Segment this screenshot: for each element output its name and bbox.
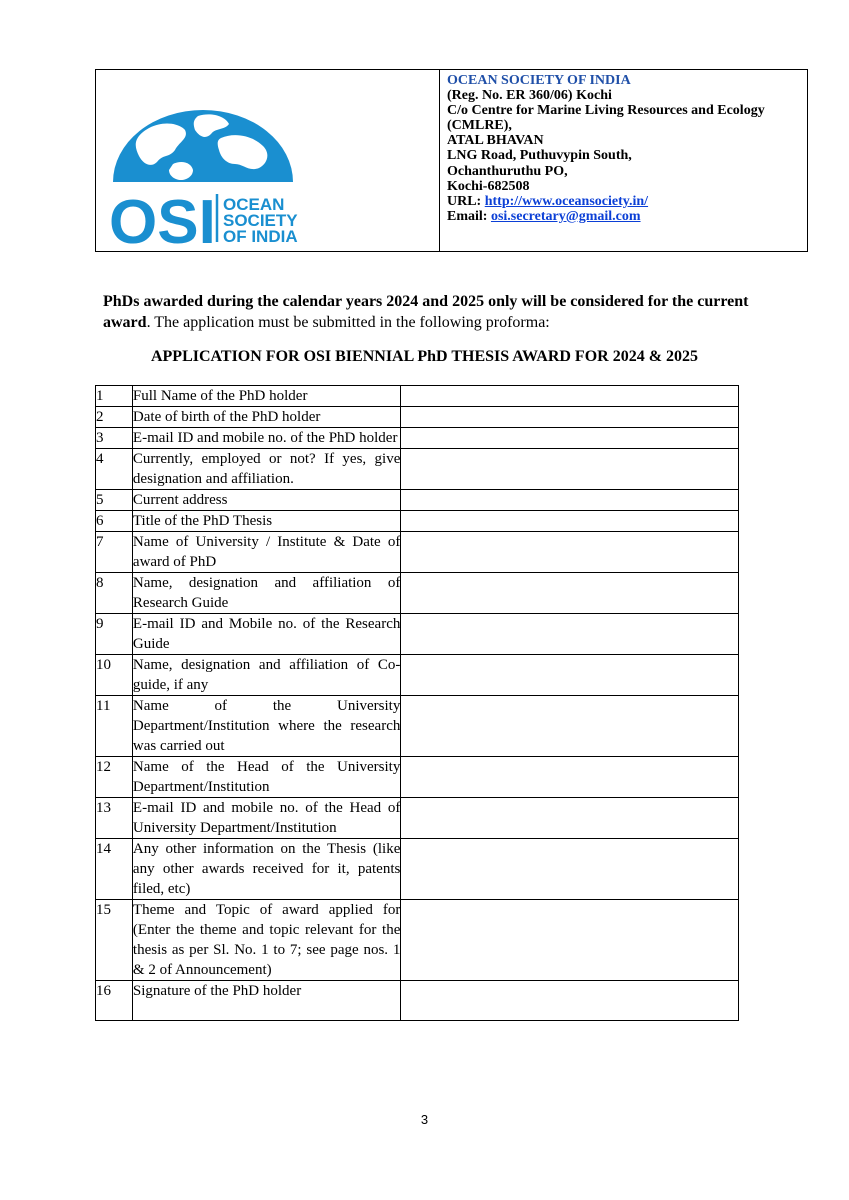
row-question: Name, designation and affiliation of Research Guide bbox=[132, 573, 400, 614]
table-row bbox=[96, 428, 739, 449]
answer-field[interactable] bbox=[401, 614, 739, 655]
table-row bbox=[96, 407, 739, 428]
row-number: 1 bbox=[96, 386, 133, 407]
address-line: (CMLRE), bbox=[447, 118, 512, 134]
row-question: Date of birth of the PhD holder bbox=[132, 407, 400, 428]
table-row bbox=[96, 798, 739, 839]
answer-field[interactable] bbox=[401, 696, 739, 757]
answer-field[interactable] bbox=[401, 490, 739, 511]
address-line: Kochi-682508 bbox=[447, 178, 530, 194]
address-line: ATAL BHAVAN bbox=[447, 133, 544, 149]
logo-cell bbox=[96, 70, 440, 257]
row-number: 3 bbox=[96, 428, 133, 449]
row-question: Name of the Head of the University Department/Institution bbox=[132, 757, 400, 798]
row-number: 12 bbox=[96, 757, 133, 798]
address-line: Ochanthuruthu PO, bbox=[447, 163, 568, 179]
page-number: 3 bbox=[420, 1112, 429, 1127]
row-question: Current address bbox=[132, 490, 400, 511]
table-row bbox=[96, 490, 739, 511]
table-row bbox=[96, 839, 739, 900]
address-line: LNG Road, Puthuvypin South, bbox=[447, 148, 632, 164]
row-question: Title of the PhD Thesis bbox=[132, 511, 400, 532]
row-question: Name of University / Institute & Date of award of PhD bbox=[132, 532, 400, 573]
row-number: 14 bbox=[96, 839, 133, 900]
email-line bbox=[447, 209, 807, 224]
row-number: 9 bbox=[96, 614, 133, 655]
email-label: Email: bbox=[447, 208, 488, 224]
answer-field[interactable] bbox=[401, 757, 739, 798]
intro-rest: . The application must be submitted in the following proforma: bbox=[146, 314, 550, 331]
signature-field[interactable] bbox=[401, 981, 739, 1021]
svg-text:SOCIETY: SOCIETY bbox=[223, 211, 298, 230]
row-number: 2 bbox=[96, 407, 133, 428]
row-number: 15 bbox=[96, 900, 133, 981]
answer-field[interactable] bbox=[401, 573, 739, 614]
svg-text:OCEAN: OCEAN bbox=[223, 195, 285, 214]
row-number: 11 bbox=[96, 696, 133, 757]
answer-field[interactable] bbox=[401, 386, 739, 407]
row-question: Any other information on the Thesis (like any other awards received for it, patents filed, etc) bbox=[132, 839, 400, 900]
answer-field[interactable] bbox=[401, 449, 739, 490]
row-number: 5 bbox=[96, 490, 133, 511]
row-number: 4 bbox=[96, 449, 133, 490]
row-question: Theme and Topic of award applied for (Enter the theme and topic relevant for the thesis as per Sl. No. 1 to 7; see page nos. 1 & 2 of Announcement) bbox=[132, 900, 400, 981]
table-row bbox=[96, 757, 739, 798]
letterhead-box bbox=[95, 69, 808, 257]
org-name: OCEAN SOCIETY OF INDIA bbox=[447, 73, 631, 88]
application-form-table bbox=[95, 385, 739, 1021]
answer-field[interactable] bbox=[401, 428, 739, 449]
table-row bbox=[96, 696, 739, 757]
table-row bbox=[96, 573, 739, 614]
intro-paragraph bbox=[103, 291, 763, 333]
row-question: E-mail ID and mobile no. of the Head of University Department/Institution bbox=[132, 798, 400, 839]
row-question: E-mail ID and Mobile no. of the Research Guide bbox=[132, 614, 400, 655]
email-link[interactable]: osi.secretary@gmail.com bbox=[490, 208, 641, 224]
row-question: Currently, employed or not? If yes, give designation and affiliation. bbox=[132, 449, 400, 490]
address-cell bbox=[440, 70, 807, 251]
row-question: Signature of the PhD holder bbox=[132, 981, 400, 1021]
row-number: 8 bbox=[96, 573, 133, 614]
answer-field[interactable] bbox=[401, 798, 739, 839]
table-row bbox=[96, 511, 739, 532]
intro-bold: PhDs awarded during the calendar years 2024 and 2025 only will be considered for the current award bbox=[103, 293, 749, 331]
answer-field[interactable] bbox=[401, 532, 739, 573]
url-line bbox=[447, 194, 807, 209]
svg-text:OF INDIA: OF INDIA bbox=[223, 227, 298, 246]
row-number: 16 bbox=[96, 981, 133, 1021]
table-row bbox=[96, 449, 739, 490]
row-question: Name of the University Department/Institution where the research was carried out bbox=[132, 696, 400, 757]
row-question: Full Name of the PhD holder bbox=[132, 386, 400, 407]
answer-field[interactable] bbox=[401, 655, 739, 696]
url-label: URL: bbox=[447, 193, 482, 209]
table-row bbox=[96, 655, 739, 696]
table-row bbox=[96, 614, 739, 655]
osi-logo bbox=[103, 92, 303, 262]
row-question: E-mail ID and mobile no. of the PhD holder bbox=[132, 428, 400, 449]
answer-field[interactable] bbox=[401, 407, 739, 428]
answer-field[interactable] bbox=[401, 900, 739, 981]
address-line: C/o Centre for Marine Living Resources and Ecology bbox=[447, 103, 765, 119]
table-row bbox=[96, 532, 739, 573]
logo-abbr: OSI bbox=[109, 188, 216, 257]
website-link[interactable]: http://www.oceansociety.in/ bbox=[484, 193, 649, 209]
row-number: 13 bbox=[96, 798, 133, 839]
row-number: 7 bbox=[96, 532, 133, 573]
row-question: Name, designation and affiliation of Co-guide, if any bbox=[132, 655, 400, 696]
row-number: 10 bbox=[96, 655, 133, 696]
answer-field[interactable] bbox=[401, 839, 739, 900]
answer-field[interactable] bbox=[401, 511, 739, 532]
form-title: APPLICATION FOR OSI BIENNIAL PhD THESIS AWARD FOR 2024 & 2025 bbox=[150, 348, 699, 365]
reg-number: (Reg. No. ER 360/06) Kochi bbox=[447, 88, 612, 104]
table-row bbox=[96, 386, 739, 407]
row-number: 6 bbox=[96, 511, 133, 532]
table-row bbox=[96, 981, 739, 1021]
table-row bbox=[96, 900, 739, 981]
